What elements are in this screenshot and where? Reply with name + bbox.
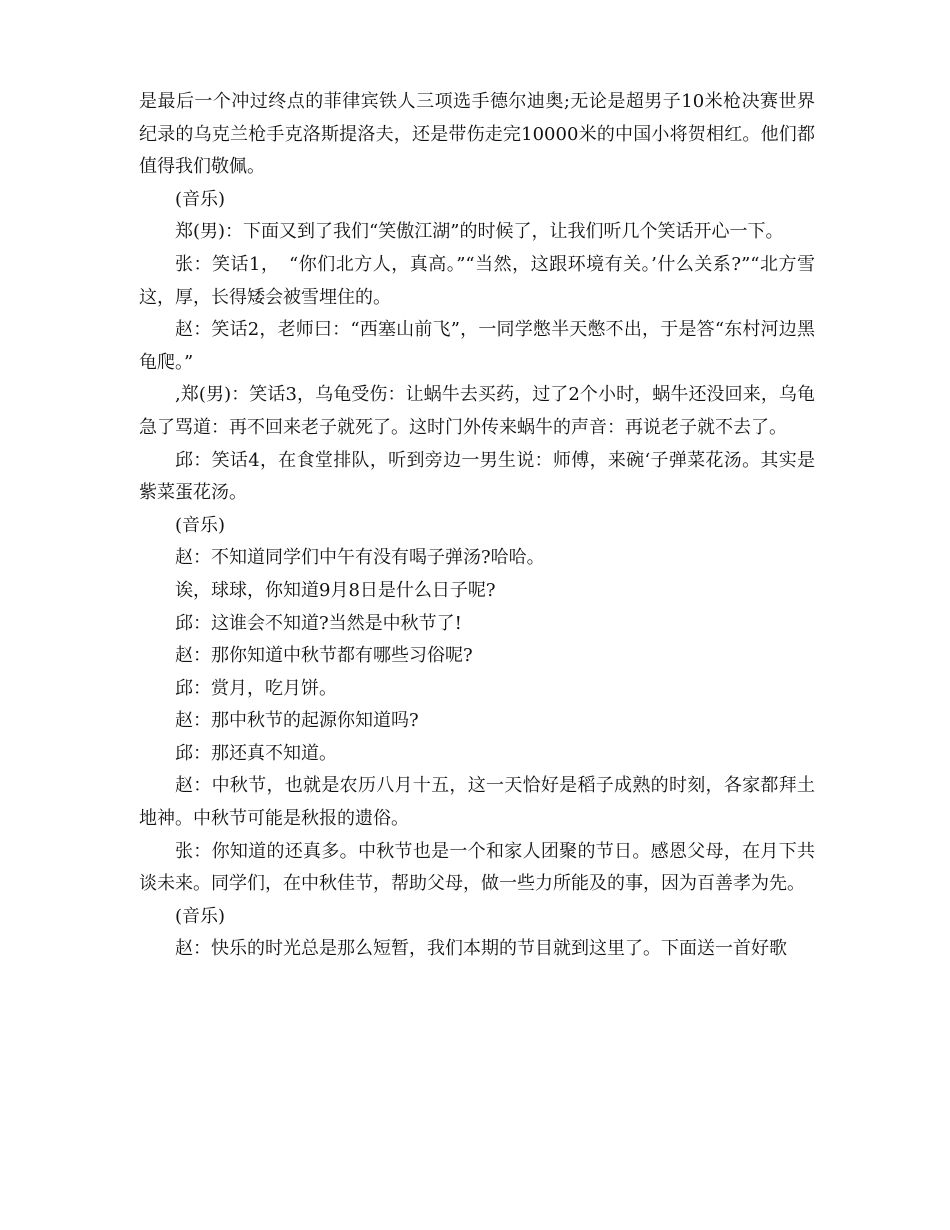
paragraph-zhao-explanation: 赵：中秋节，也就是农历八月十五，这一天恰好是稻子成熟的时刻，各家都拜土地神。中秋节可能是秋报的遗俗。 [139, 775, 815, 830]
paragraph-zhao-closing: 赵：快乐的时光总是那么短暂，我们本期的节目就到这里了。下面送一首好歌 [175, 938, 787, 960]
paragraph-music-cue-1: (音乐) [175, 188, 226, 210]
paragraph-zhang-family: 张：你知道的还真多。中秋节也是一个和家人团聚的节日。感恩父母，在月下共谈未来。同学们，在中秋佳节，帮助父母，做一些力所能及的事，因为百善孝为先。 [139, 840, 815, 895]
paragraph-zheng-intro: 郑(男)：下面又到了我们“笑傲江湖”的时候了，让我们听几个笑话开心一下。 [175, 221, 784, 243]
paragraph-music-cue-3: (音乐) [175, 905, 226, 927]
paragraph-date-question: 诶，球球，你知道9月8日是什么日子呢? [175, 579, 496, 601]
paragraph-music-cue-2: (音乐) [175, 514, 226, 536]
paragraph-qiu-unknown: 邱：那还真不知道。 [175, 742, 337, 764]
paragraph-zhao-origin: 赵：那中秋节的起源你知道吗? [175, 710, 419, 732]
paragraph-joke-1: 张：笑话1， “你们北方人，真高。”“当然，这跟环境有关。’什么关系?”“北方雪这，厚，长得矮会被雪埋住的。 [139, 253, 815, 308]
paragraph-qiu-mooncake: 邱：赏月，吃月饼。 [175, 677, 337, 699]
paragraph-qiu-midautumn: 邱：这谁会不知道?当然是中秋节了! [175, 612, 462, 634]
paragraph-zhao-customs: 赵：那你知道中秋节都有哪些习俗呢? [175, 645, 473, 667]
paragraph-joke-2: 赵：笑话2，老师曰：“西塞山前飞”，一同学憋半天憋不出，于是答“东村河边黑龟爬。” [139, 319, 815, 373]
paragraph-joke-3: ,郑(男)：笑话3，乌龟受伤：让蜗牛去买药，过了2个小时，蜗牛还没回来，乌龟急了骂道：再不回来老子就死了。这时门外传来蜗牛的声音：再说老子就不去了。 [139, 384, 815, 438]
document-body [139, 86, 815, 966]
paragraph-zhao-soup: 赵：不知道同学们中午有没有喝子弹汤?哈哈。 [175, 547, 545, 569]
paragraph-closing-athletes: 是最后一个冲过终点的菲律宾铁人三项选手德尔迪奥;无论是超男子10米枪决赛世界纪录的乌克兰枪手克洛斯提洛夫，还是带伤走完10000米的中国小将贺相红。他们都值得我们敬佩。 [139, 91, 815, 178]
paragraph-joke-4: 邱：笑话4，在食堂排队，听到旁边一男生说：师傅，来碗‘子弹菜花汤。其实是紫菜蛋花汤。 [139, 449, 815, 504]
